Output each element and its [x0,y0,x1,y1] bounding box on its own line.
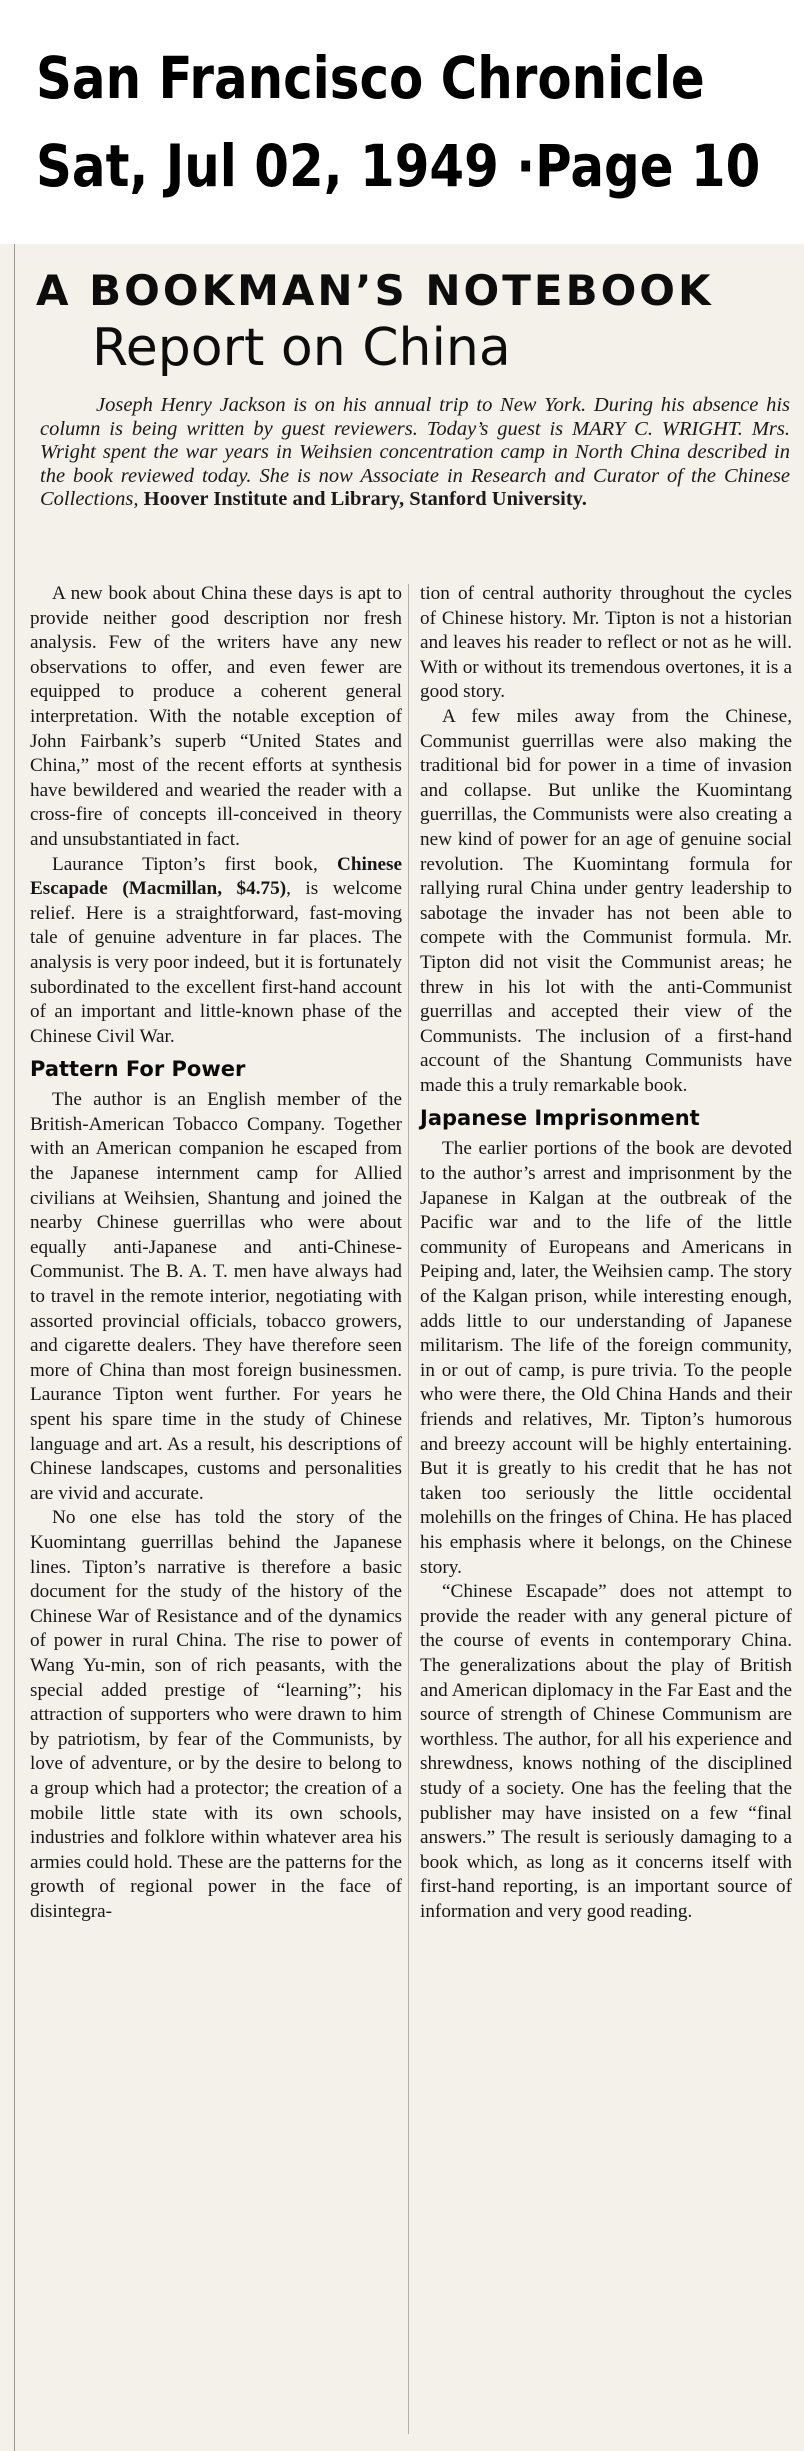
editor-note-text: Joseph Henry Jackson is on his annual trip to New York. During his absence his column is being written by guest reviewers. Today’s guest is MARY C. WRIGHT. Mrs. Wright spent the war years in Weihsien concentration camp in North China described in the book reviewed today. She is now Associate in Research and Curator of the Chinese Collections, [40,394,790,510]
paragraph: No one else has told the story of the Kuomintang guerrillas behind the Japanese lines. Tipton’s narrative is therefore a basic document for the study of the history of the Chinese War of Resistance and of the dynamics of power in rural China. The rise to power of Wang Yu-min, son of rich peasants, with the special added prestige of “learning”; his attraction of supporters who were drawn to him by patriotism, by fear of the Communists, by love of adventure, or by the desire to belong to a group which had a protector; the creation of a mobile little state with its own schools, industries and folklore within whatever area his armies could hold. These are the patterns for the growth of regional power in the face of disintegra- [30,1507,402,1922]
book-title: Chinese Escapade [30,853,402,900]
editor-note-affiliation: Hoover Institute and Library, Stanford University. [143,488,587,510]
paragraph: tion of central authority throughout the cycles of Chinese history. Mr. Tipton is not a historian and leaves his reader to reflect or not as he will. With or without its tremendous overtones, it is a good story. [420,583,792,703]
article-headline: Report on China [92,318,511,378]
paragraph-text: , is welcome relief. Here is a straightforward, fast-moving tale of genuine adventure in far places. The analysis is very poor indeed, but it is fortunately subordinated to the excellent first-hand account of an important and little-known phase of the Chinese Civil War. [30,878,402,1047]
column-divider [408,584,409,2434]
subheading: Japanese Imprisonment [420,1106,700,1131]
masthead [0,0,804,244]
paragraph: A few miles away from the Chinese, Communist guerrillas were also making the traditional bid for power in a time of invasion and collapse. But unlike the Kuomintang guerrillas, the Communists were also creating a new kind of power for an age of genuine social revolution. The Kuomintang formula for rallying rural China under gentry leadership to sabotage the invader has not been able to compete with the Communist formula. Mr. Tipton did not visit the Communist areas; he threw in his lot with the anti-Communist guerrillas and accepted their view of the Communists. The inclusion of a first-hand account of the Shantung Communists have made this a truly remarkable book. [420,705,792,1096]
paragraph-text: Laurance Tipton’s first book, [52,853,337,875]
newspaper-name: San Francisco Chronicle [36,44,705,112]
paragraph: The earlier portions of the book are devoted to the author’s arrest and imprisonment by the Japanese in Kalgan at the outbreak of the Pacific war and to the life of the little community of Europeans and Americans in Peiping and, later, the Weihsien camp. The story of the Kalgan prison, while interesting enough, adds little to our understanding of Japanese militarism. The life of the foreign community, in or out of camp, is pure trivia. To the people who were there, the Old China Hands and their friends and relatives, Mr. Tipton’s humorous and breezy account will be highly entertaining. But it is greatly to his credit that he has not taken too seriously the little occidental molehills on the fringes of China. He has placed his emphasis where it belongs, on the Chinese story. [420,1138,792,1578]
article-column-2 [420,582,792,1924]
newspaper-clipping [0,244,804,2451]
article-column-1 [30,582,402,1924]
paragraph: The author is an English member of the British-American Tobacco Company. Together with an American companion he escaped from the Japanese internment camp for Allied civilians at Weihsien, Shantung and joined the nearby Chinese guerrillas who were about equally anti-Japanese and anti-Chinese-Communist. The B. A. T. men have always had to travel in the remote interior, negotiating with assorted provincial officials, tobacco growers, and cigarette dealers. They have therefore seen more of China than most foreign businessmen. Laurance Tipton went further. For years he spent his spare time in the study of Chinese language and art. As a result, his descriptions of Chinese landscapes, customs and personalities are vivid and accurate. [30,1089,402,1504]
paragraph: A new book about China these days is apt to provide neither good description nor fresh analysis. Few of the writers have any new observations to offer, and even fewer are equipped to produce a coherent general interpretation. With the notable exception of John Fairbank’s superb “United States and China,” most of the recent efforts at synthesis have bewildered and wearied the reader with a cross-fire of concepts ill-conceived in theory and unsubstantiated in fact. [30,583,402,850]
book-publisher: (Macmillan, $4.75) [107,878,287,900]
subheading: Pattern For Power [30,1057,246,1082]
paragraph: “Chinese Escapade” does not attempt to provide the reader with any general picture of the course of events in contemporary China. The generalizations about the play of British and American diplomacy in the Far East and the source of strength of Chinese Communism are worthless. The author, for all his experience and shrewdness, knows nothing of the disciplined study of a society. One has the feeling that the publisher may have insisted on a few “final answers.” The result is seriously damaging to a book which, as long as it concerns itself with first-hand reporting, is an important source of information and very good reading. [420,1581,792,1922]
dateline: Sat, Jul 02, 1949 ·Page 10 [36,132,761,200]
paragraph [30,853,402,1050]
column-title: A BOOKMAN’S NOTEBOOK [36,266,714,315]
adjacent-column-rule [14,244,15,2451]
editor-note [40,394,790,512]
